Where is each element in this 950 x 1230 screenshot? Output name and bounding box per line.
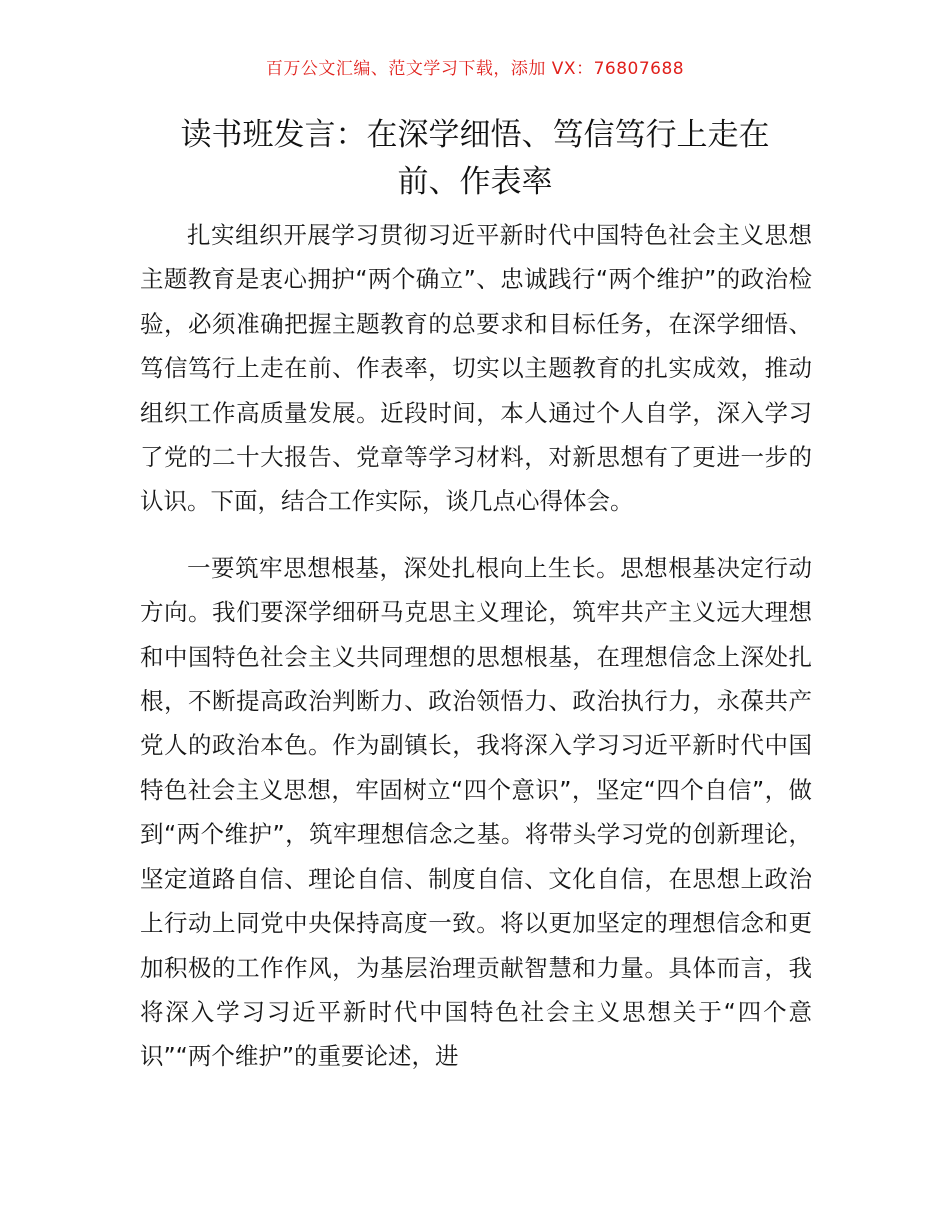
paragraph-intro: 扎实组织开展学习贯彻习近平新时代中国特色社会主义思想主题教育是衷心拥护“两个确立”、忠诚践行“两个维护”的政治检验，必须准确把握主题教育的总要求和目标任务，在深学细悟、笃信笃行上走在前、作表率，切实以主题教育的扎实成效，推动组织工作高质量发展。近段时间，本人通过个人自学，深入学习了党的二十大报告、党章等学习材料，对新思想有了更进一步的认识。下面，结合工作实际，谈几点心得体会。 bbox=[140, 221, 812, 516]
document-title: 读书班发言：在深学细悟、笃信笃行上走在前、作表率 bbox=[180, 117, 770, 200]
promo-header-banner: 百万公文汇编、范文学习下载，添加 VX：76807688 bbox=[265, 59, 685, 79]
document-body bbox=[140, 213, 812, 1079]
paragraph-point-one: 一要筑牢思想根基，深处扎根向上生长。思想根基决定行动方向。我们要深学细研马克思主义理论，筑牢共产主义远大理想和中国特色社会主义共同理想的思想根基，在理想信念上深处扎根，不断提高政治判断力、政治领悟力、政治执行力，永葆共产党人的政治本色。作为副镇长，我将深入学习习近平新时代中国特色社会主义思想，牢固树立“四个意识”，坚定“四个自信”，做到“两个维护”，筑牢理想信念之基。将带头学习党的创新理论，坚定道路自信、理论自信、制度自信、文化自信，在思想上政治上行动上同党中央保持高度一致。将以更加坚定的理想信念和更加积极的工作作风，为基层治理贡献智慧和力量。具体而言，我将深入学习习近平新时代中国特色社会主义思想关于“四个意识”“两个维护”的重要论述，进 bbox=[140, 553, 812, 1071]
